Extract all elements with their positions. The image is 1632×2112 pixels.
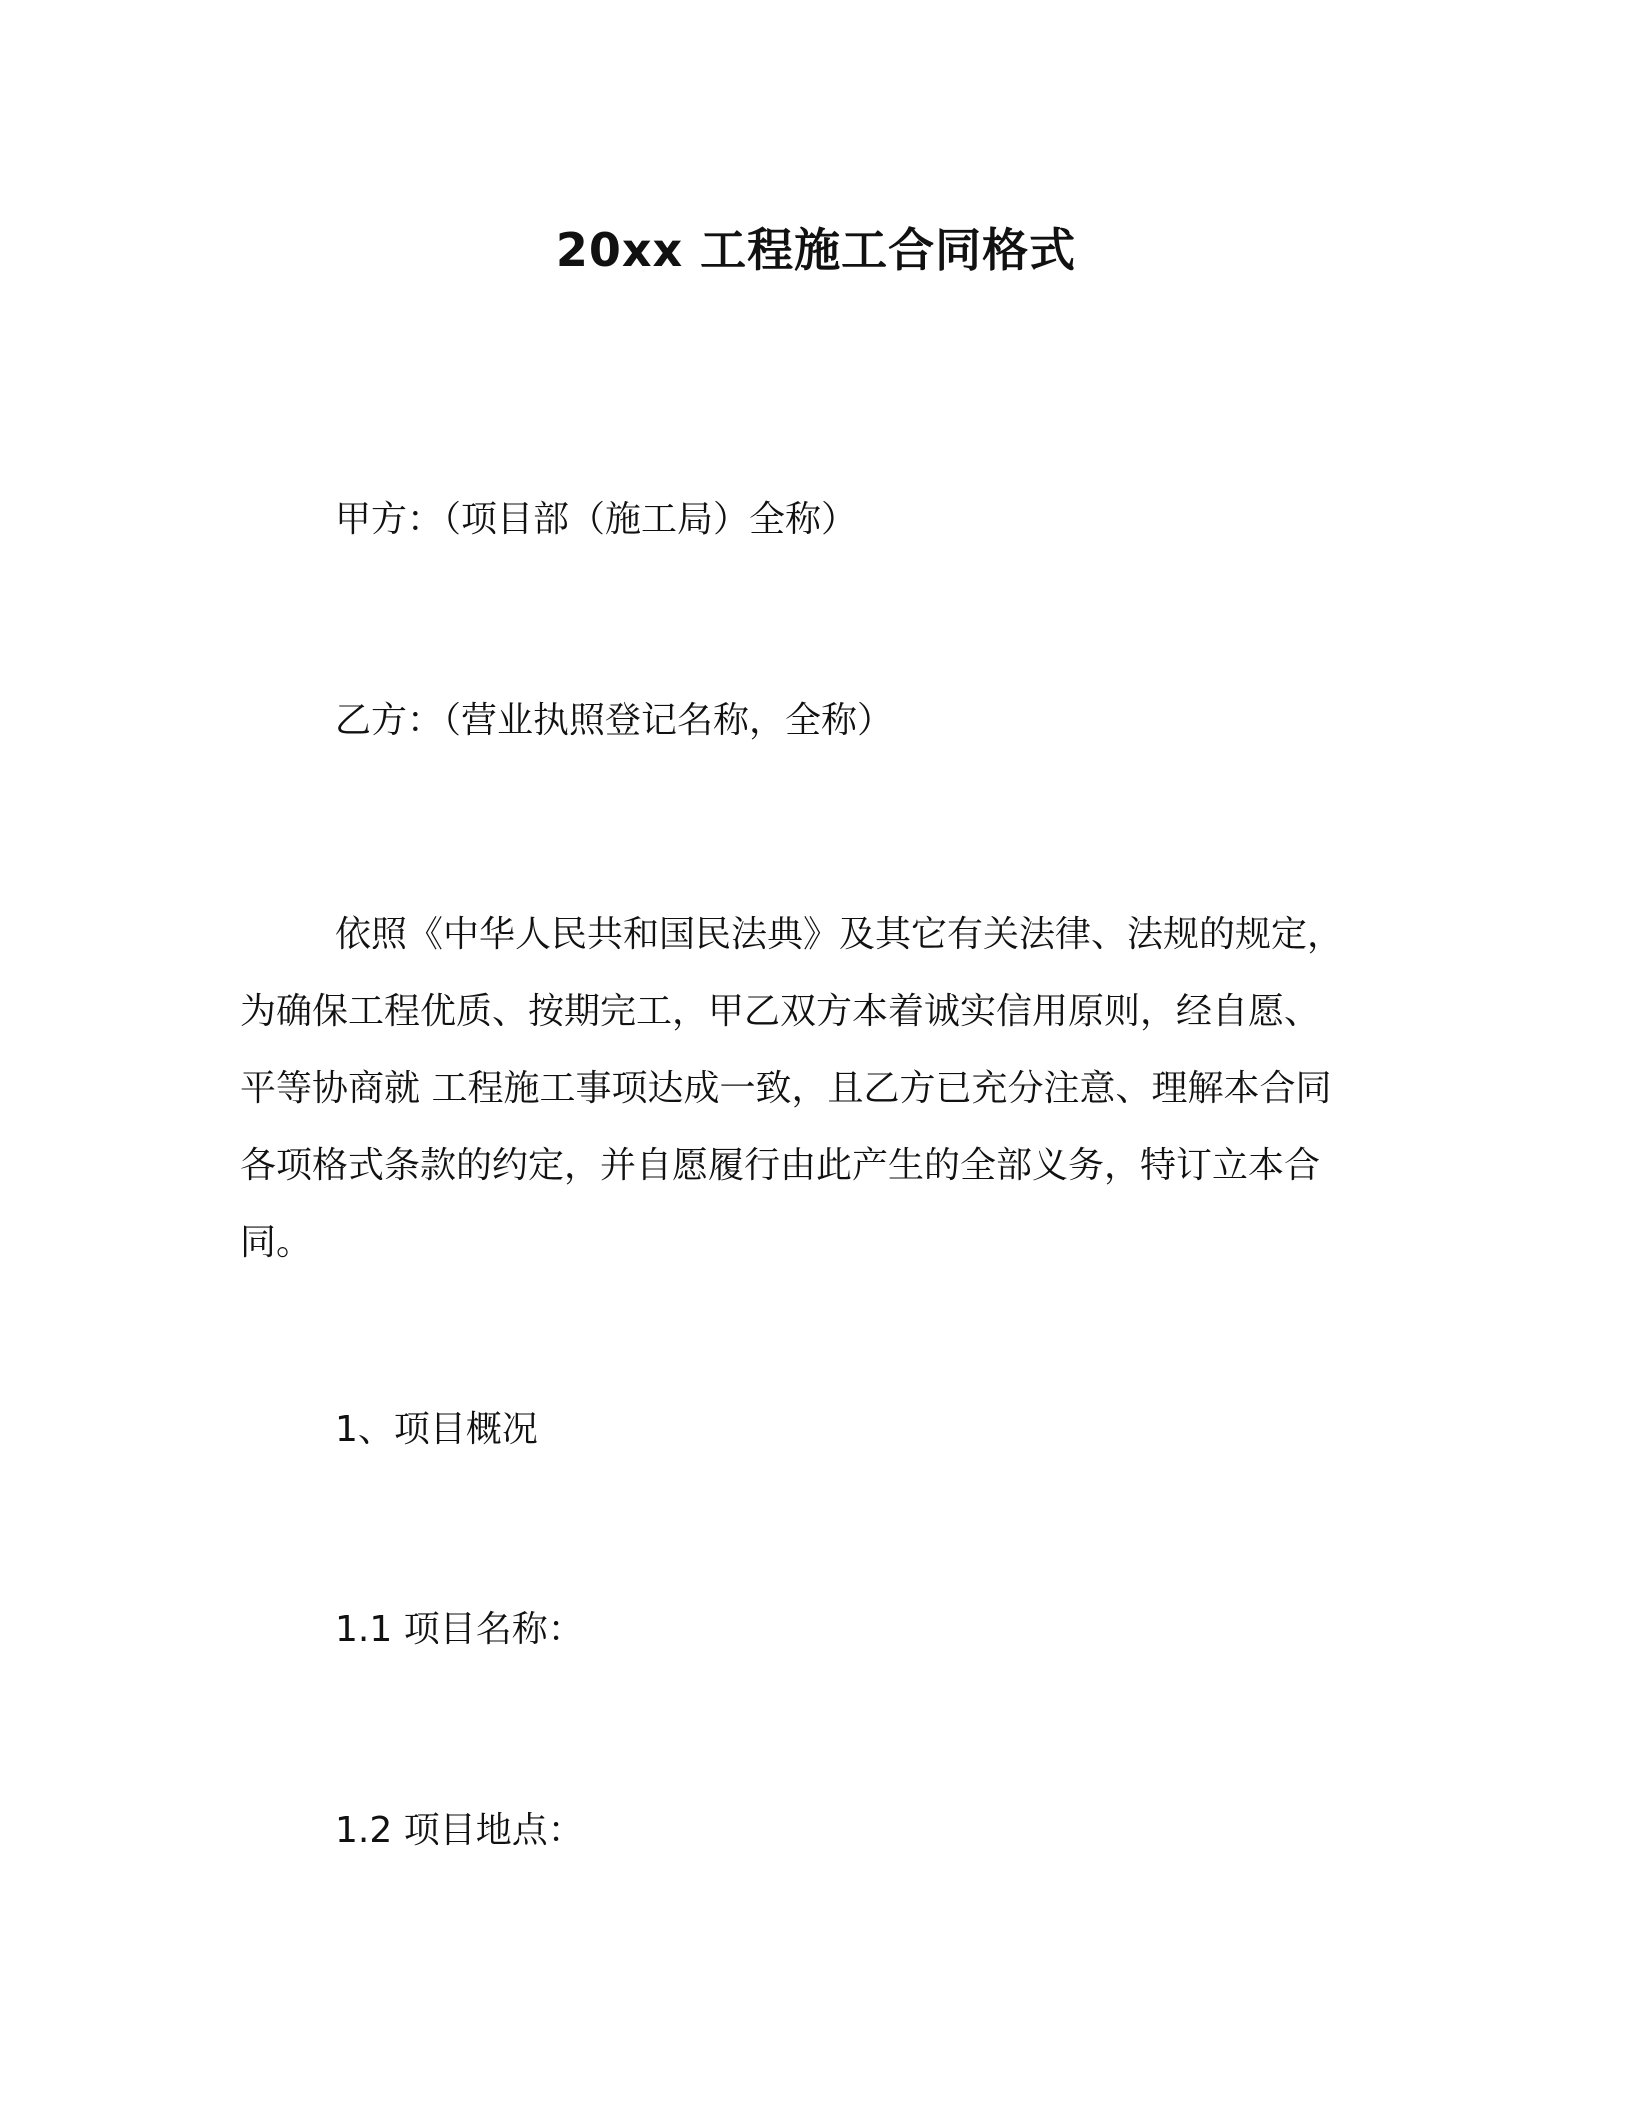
document-title: 20xx 工程施工合同格式	[555, 223, 1077, 277]
party-a-line: 甲方：（项目部（施工局）全称）	[335, 499, 858, 540]
preamble-line: 为确保工程优质、按期完工，甲乙双方本着诚实信用原则，经自愿、	[240, 991, 1321, 1032]
party-b-line: 乙方：（营业执照登记名称，全称）	[335, 700, 894, 741]
preamble-line: 依照《中华人民共和国民法典》及其它有关法律、法规的规定，	[335, 914, 1344, 955]
preamble-paragraph	[240, 896, 1365, 1281]
preamble-line: 同。	[240, 1222, 313, 1263]
item-project-location: 1.2 项目地点：	[335, 1810, 584, 1851]
preamble-line: 各项格式条款的约定，并自愿履行由此产生的全部义务，特订立本合	[240, 1145, 1321, 1186]
preamble-line: 平等协商就 工程施工事项达成一致，且乙方已充分注意、理解本合同	[240, 1068, 1332, 1109]
section-heading-project-overview: 1、项目概况	[335, 1409, 538, 1450]
item-project-name: 1.1 项目名称：	[335, 1609, 584, 1650]
